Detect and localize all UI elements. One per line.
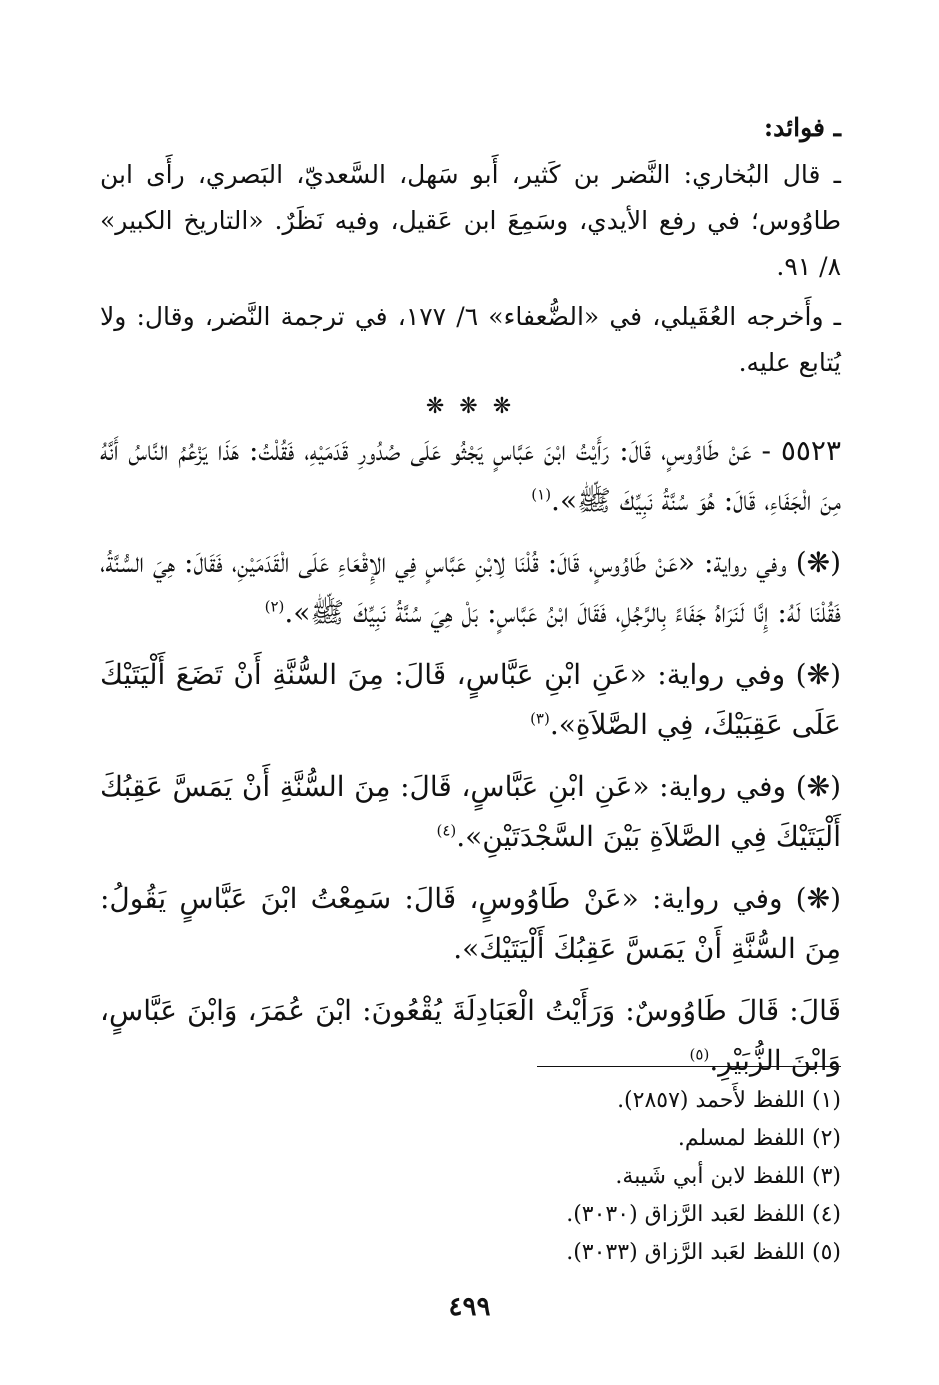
footnote-item: (٤) اللفظ لعَبد الرَّزاق (٣٠٣٠). [566, 1202, 841, 1227]
hadith-text: ٥٥٢٣ - عَنْ طَاوُوسٍ، قَالَ: رَأَيْتُ ابْنَ عَبَّاسٍ يَجْثُو عَلَى صُدُورِ قَدَمَيْهِ، فَقُلْتُ: هَذَا يَزْعُمُ النَّاسُ أَنَّهُ مِنَ الْجَفَاءِ، قَالَ: هُوَ سُنَّةُ نَبِيِّكَ ﷺ». [100, 434, 841, 517]
footnote-item: (١) اللفظ لأَحمد (٢٨٥٧). [617, 1088, 841, 1113]
hadith-paragraph [100, 986, 841, 1086]
footnote-marker[interactable]: (٣) [530, 709, 550, 728]
hadith-paragraph [100, 538, 841, 638]
hadith-text: (❋) وفي رواية: «عَنْ طَاوُوسٍ، قَالَ: سَمِعْتُ ابْنَ عَبَّاسٍ يَقُولُ: مِنَ السُّنَّةِ أَنْ يَمَسَّ عَقِبُكَ أَلْيَتَيْكَ». [100, 882, 841, 965]
hadith-paragraph [100, 874, 841, 974]
hadith-text: (❋) وفي رواية: «عَنِ ابْنِ عَبَّاسٍ، قَالَ: مِنَ السُّنَّةِ أَنْ يَمَسَّ عَقِبُكَ أَلْيَتَيْكَ فِي الصَّلاَةِ بَيْنَ السَّجْدَتَيْنِ». [100, 770, 841, 853]
page-number: ٤٩٩ [448, 1292, 491, 1322]
benefit-item: ـ وأَخرجه العُقَيلي، في «الضُّعفاء» ٦/ ١٧٧، في ترجمة النَّضر، وقال: ولا يُتابع عليه. [100, 302, 841, 377]
hadith-paragraph [100, 426, 841, 526]
footnote-marker[interactable]: (١) [531, 485, 552, 504]
footnotes-list [100, 1082, 841, 1272]
page-body [100, 108, 841, 1098]
hadith-text: (❋) وفي رواية: «عَنْ طَاوُوسٍ، قَالَ: قُلْنَا لِابْنِ عَبَّاسٍ فِي الإِقْعَاءِ عَلَى الْقَدَمَيْنِ، فَقَالَ: هِيَ السُّنَّةُ، فَقُلْنَا لَهُ: إِنَّا لَنَرَاهُ جَفَاءً بِالرَّجُلِ، فَقَالَ ابْنُ عَبَّاسٍ: بَلْ هِيَ سُنَّةُ نَبِيِّكَ ﷺ». [100, 546, 841, 629]
footnote-item: (٣) اللفظ لابن أبي شَيبة. [615, 1164, 841, 1189]
footnote-marker[interactable]: (٢) [264, 597, 285, 616]
benefits-heading: ـ فوائد: [763, 113, 841, 142]
footnote-marker[interactable]: (٤) [436, 821, 457, 840]
hadith-paragraph [100, 762, 841, 862]
footnote-divider [537, 1066, 841, 1067]
hadith-paragraph [100, 650, 841, 750]
footnote-item: (٢) اللفظ لمسلم. [677, 1126, 841, 1151]
section-separator: ❋ ❋ ❋ [425, 394, 516, 419]
hadith-text: قَالَ: قَالَ طَاوُوسٌ: وَرَأَيْتُ الْعَبَادِلَةَ يُقْعُونَ: ابْنَ عُمَرَ، وَابْنَ عَبَّاسٍ، وَابْنَ الزُّبَيْرِ. [100, 994, 841, 1077]
footnote-item: (٥) اللفظ لعَبد الرَّزاق (٣٠٣٣). [566, 1240, 841, 1265]
footnote-marker[interactable]: (٥) [689, 1045, 710, 1064]
hadith-text: (❋) وفي رواية: «عَنِ ابْنِ عَبَّاسٍ، قَالَ: مِنَ السُّنَّةِ أَنْ تَضَعَ أَلْيَتَيْكَ عَلَى عَقِبَيْكَ، فِي الصَّلاَةِ». [100, 658, 841, 741]
benefit-item: ـ قال البُخاري: النَّضر بن كَثير، أَبو سَهل، السَّعديّ، البَصري، رأَى ابن طاوُوس؛ في رفع الأيدي، وسَمِعَ ابن عَقيل، وفيه نَظَرٌ. «التاريخ الكبير» ٨/ ٩١. [100, 160, 841, 281]
